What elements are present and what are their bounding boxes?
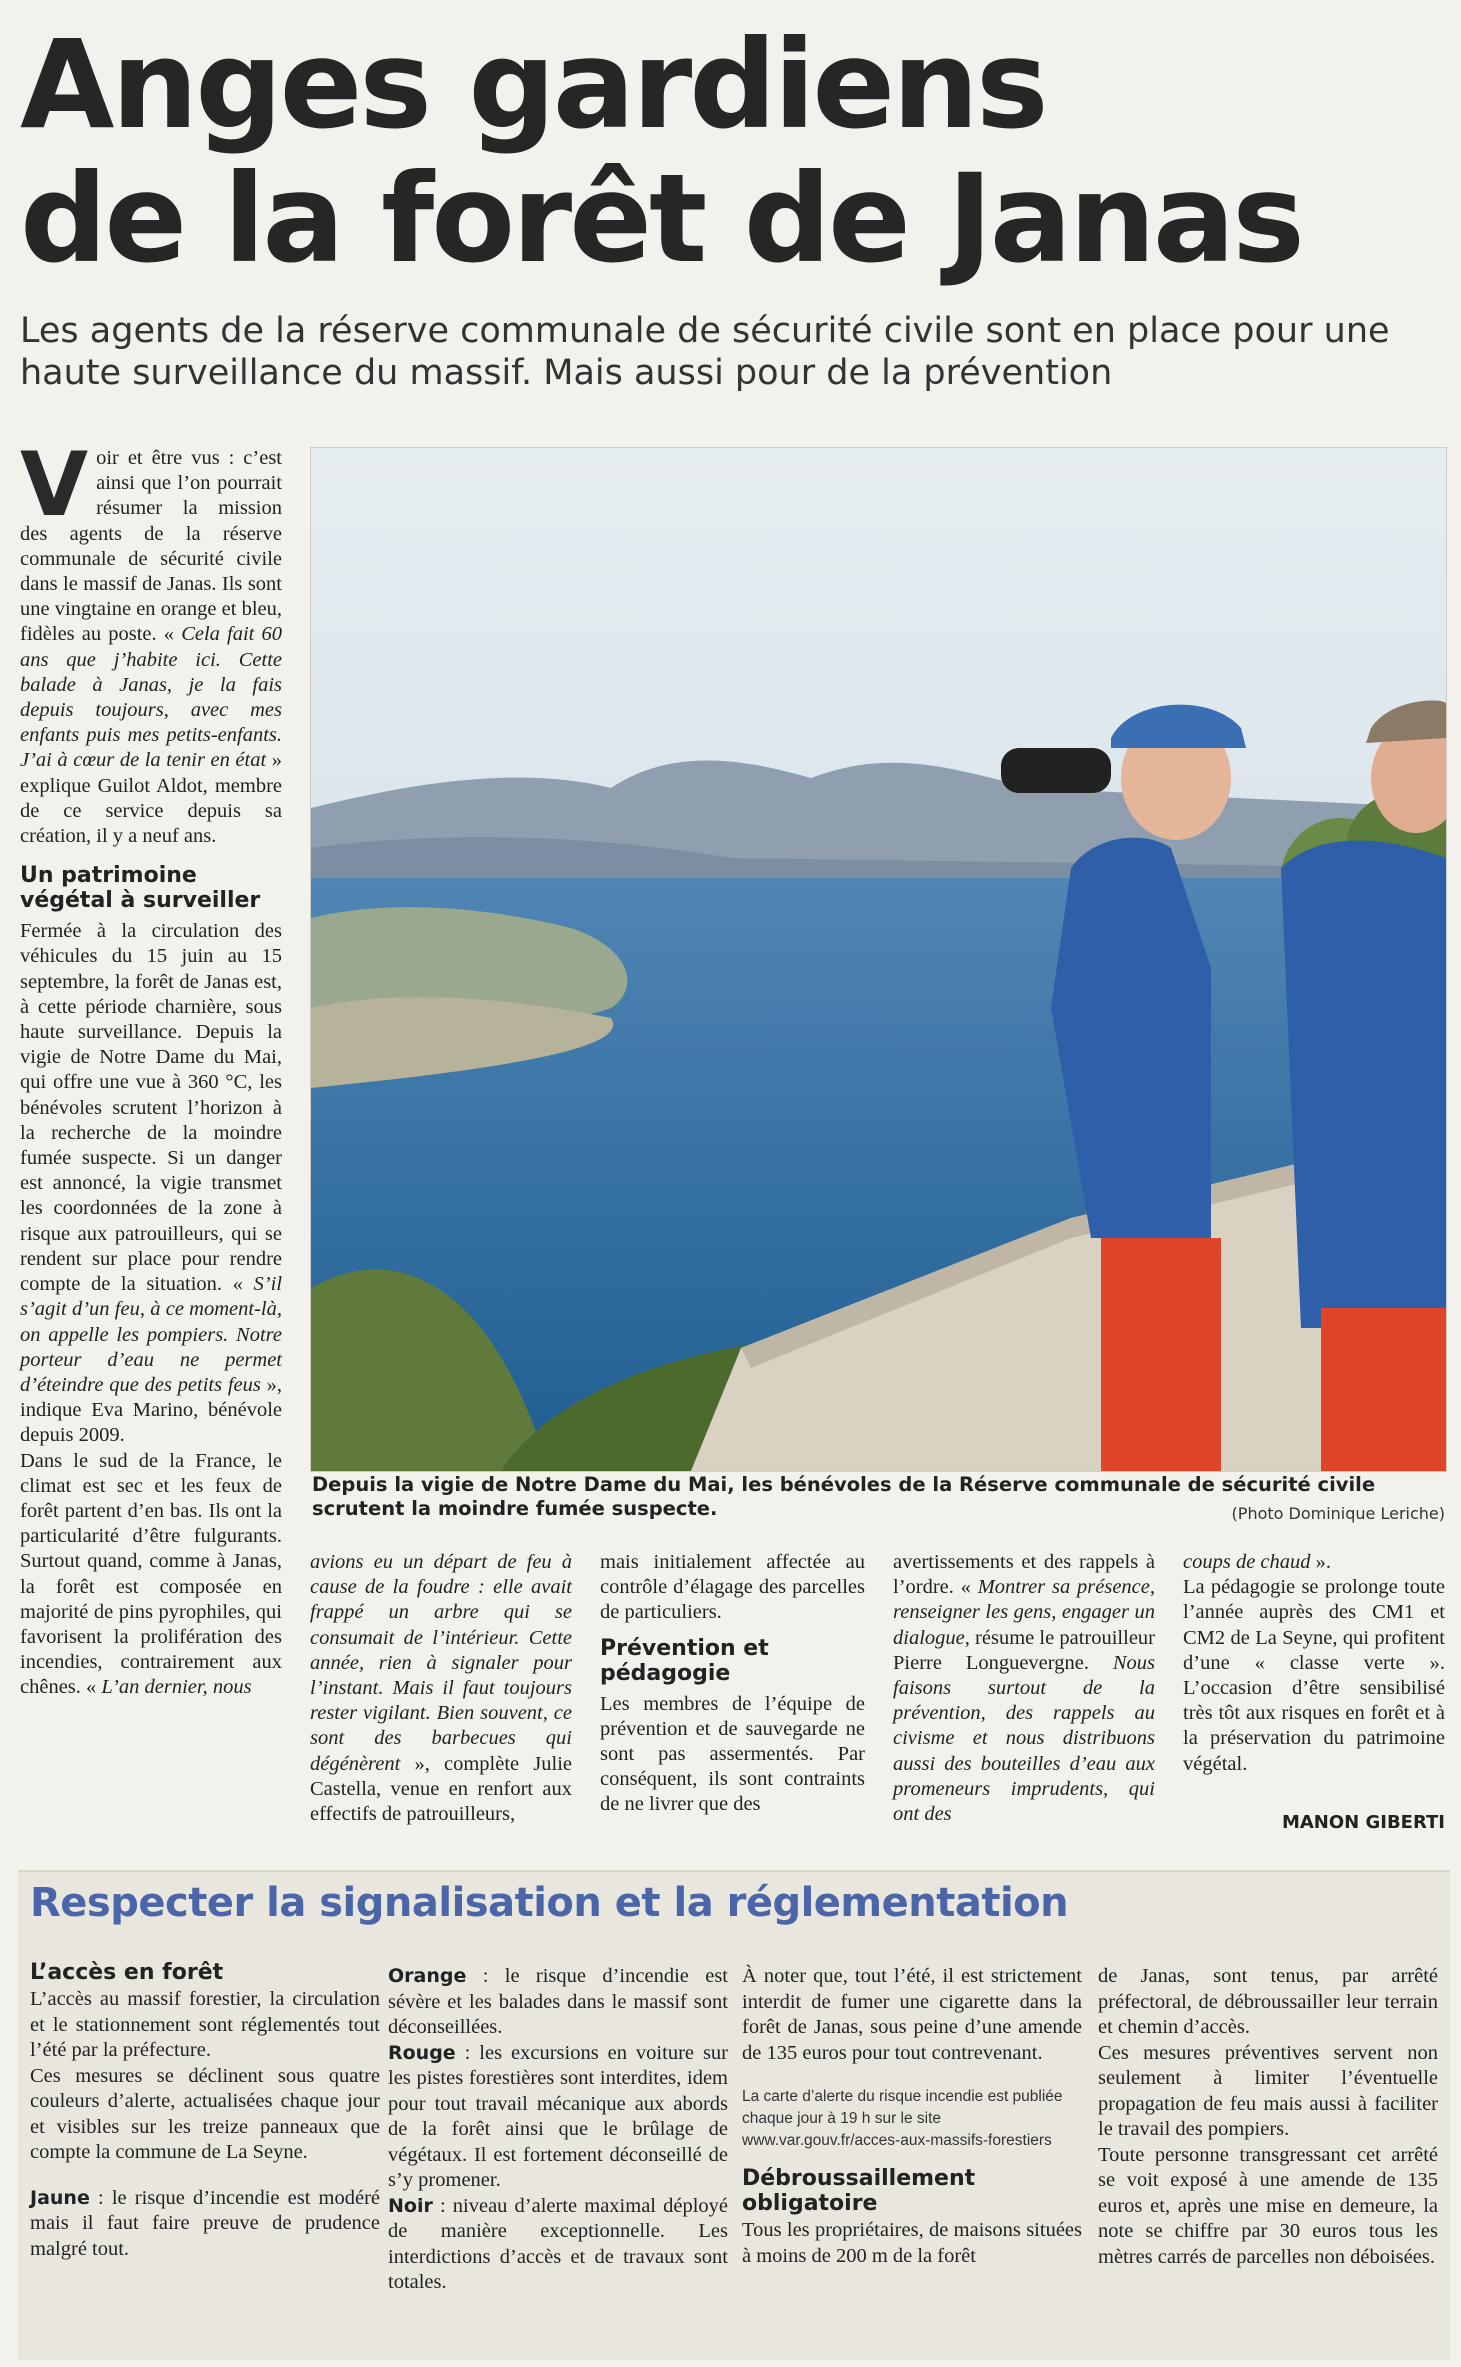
- quote: S’il s’agit d’un feu, à ce moment-là, on appelle les pompiers. Notre porteur d’eau ne permet d’éteindre que des petits feus: [20, 1273, 283, 1396]
- paragraph: avions eu un départ de feu à cause de la foudre : elle avait frappé un arbre qui se consumait de l’intérieur. Cette année, rien à signaler pour l’instant. Mais il faut toujours rester vigilant. Bien souvent, ce sont des barbecues qui dégénèrent », complète Julie Castella, venue en renfort aux effectifs de patrouilleurs,: [310, 1551, 572, 1826]
- paragraph: L’accès au massif forestier, la circulation et le stationnement sont réglementés tout l’été par la préfecture.: [30, 1988, 380, 2061]
- paragraph: Les membres de l’équipe de prévention et de sauvegarde ne sont pas assermentés. Par conséquent, ils sont contraints de ne livrer que des: [600, 1692, 865, 1816]
- info-column-2: [388, 1964, 728, 2296]
- info-box-title: Respecter la signalisation et la réglementation: [30, 1880, 1069, 1926]
- quote: Nous faisons surtout de la prévention, des rappels au civisme et nous distribuons aussi des bouteilles d’eau aux promeneurs imprudents, qui ont des: [893, 1651, 1155, 1826]
- info-box: [18, 1870, 1450, 2360]
- article-column-1: [20, 433, 283, 1701]
- section-title: Un patrimoine végétal à surveiller: [20, 863, 261, 914]
- headline: [20, 14, 1420, 290]
- alert-level-orange: Orange : le risque d’incendie est sévère et les balades dans le massif sont déconseillées.: [388, 1965, 728, 2038]
- article-column-5: [1183, 1550, 1445, 1777]
- paragraph: Ces mesures se déclinent sous quatre couleurs d’alerte, actualisées chaque jour et visibles sur les treize panneaux que compte la commune de La Seyne.: [30, 2064, 380, 2163]
- article-column-4: [893, 1550, 1155, 1827]
- quote: Cela fait 60 ans que j’habite ici. Cette balade à Janas, je la fais depuis toujours, avec mes enfants puis mes petits-enfants. J’ai à cœur de la tenir en état: [20, 623, 283, 772]
- paragraph: Fermée à la circulation des véhicules du 15 juin au 15 septembre, la forêt de Janas est, à cette période charnière, sous haute surveillance. Depuis la vigie de Notre Dame du Mai, qui offre une vue à 360 °C, les bénévoles scrutent l’horizon à la recherche de la moindre fumée suspecte. Si un danger est annoncé, la vigie transmet les coordonnées de la zone à risque aux patrouilleurs, qui se rendent sur place pour rendre compte de la situation. « S’il s’agit d’un feu, à ce moment-là, on appelle les pompiers. Notre porteur d’eau ne permet d’éteindre que des petits feus », indique Eva Marino, bénévole depuis 2009.: [20, 920, 283, 1447]
- paragraph: Toute personne transgressant cet arrêté se voit exposé à une amende de 135 euros et, après une mise en demeure, la note se chiffre par 30 euros tous les mètres carrés de parcelles non déboisées.: [1098, 2143, 1438, 2268]
- quote: avions eu un départ de feu à cause de la foudre : elle avait frappé un arbre qui se consumait de l’intérieur. Cette année, rien à signaler pour l’instant. Mais il faut toujours rester vigilant. Bien souvent, ce sont des barbecues qui dégénèrent: [310, 1551, 572, 1775]
- info-note: La carte d’alerte du risque incendie est publiée chaque jour à 19 h sur le site www.var.gouv.fr/acces-aux-massifs-forestiers: [742, 2088, 1063, 2149]
- paragraph: mais initialement affectée au contrôle d’élagage des parcelles de particuliers.: [600, 1551, 865, 1624]
- paragraph: avertissements et des rappels à l’ordre. « Montrer sa présence, renseigner les gens, engager un dialogue, résume le patrouilleur Pierre Longuevergne. Nous faisons surtout de la prévention, des rappels au civisme et nous distribuons aussi des bouteilles d’eau aux promeneurs imprudents, qui ont des: [893, 1551, 1155, 1826]
- dropcap: V: [20, 433, 89, 536]
- info-column-3: [742, 1964, 1082, 2269]
- alert-label: Jaune: [30, 2186, 90, 2209]
- article-column-2: [310, 1550, 572, 1827]
- headline-line-1: Anges gardiens: [20, 14, 1046, 156]
- photo-credit: (Photo Dominique Leriche): [1231, 1504, 1445, 1523]
- photo-caption: Depuis la vigie de Notre Dame du Mai, les bénévoles de la Réserve communale de sécurité civile scrutent la moindre fumée suspecte.: [312, 1473, 1376, 1520]
- alert-level-rouge: Rouge : les excursions en voiture sur les pistes forestières sont interdites, idem pour tout travail mécanique aux abords de la forêt ainsi que le brûlage de végétaux. Il est fortement déconseillé de s’y promener.: [388, 2041, 728, 2191]
- alert-label: Noir: [388, 2194, 433, 2217]
- paragraph: À noter que, tout l’été, il est strictement interdit de fumer une cigarette dans la forêt de Janas, sous peine d’une amende de 135 euros pour tout contrevenant.: [742, 1965, 1082, 2064]
- paragraph: Tous les propriétaires, de maisons situées à moins de 200 m de la forêt: [742, 2219, 1082, 2267]
- paragraph-intro: Voir et être vus : c’est ainsi que l’on pourrait résumer la mission des agents de la réserve communale de sécurité civile dans le massif de Janas. Ils sont une vingtaine en orange et bleu, fidèles au poste. « Cela fait 60 ans que j’habite ici. Cette balade à Janas, je la fais depuis toujours, avec mes enfants puis mes petits-enfants. J’ai à cœur de la tenir en état » explique Guilot Aldot, membre de ce service depuis sa création, il y a neuf ans.: [20, 433, 283, 848]
- info-section-title: L’accès en forêt: [30, 1960, 224, 1985]
- quote: Montrer sa présence, renseigner les gens, engager un dialogue,: [893, 1576, 1155, 1649]
- info-column-1: [30, 1960, 380, 2262]
- alert-level-jaune: Jaune : le risque d’incendie est modéré mais il faut faire preuve de prudence malgré tout.: [30, 2186, 380, 2260]
- photo-illustration: [311, 448, 1446, 1471]
- subheadline: Les agents de la réserve communale de sécurité civile sont en place pour une haute surveillance du massif. Mais aussi pour de la prévention: [20, 311, 1390, 393]
- paragraph: Dans le sud de la France, le climat est sec et les feux de forêt partent d’en bas. Ils ont la particularité d’être fulgurants. Surtout quand, comme à Janas, la forêt est composée en majorité de pins pyrophiles, qui favorisent la prolifération des incendies, contrairement aux chênes. « L’an dernier, nous: [20, 1449, 282, 1699]
- paragraph: coups de chaud ».: [1183, 1551, 1332, 1573]
- quote: L’an dernier, nous: [101, 1676, 252, 1699]
- alert-label: Orange: [388, 1965, 467, 1987]
- info-column-4: [1098, 1964, 1438, 2270]
- paragraph: Ces mesures préventives servent non seulement à limiter l’éventuelle propagation de feu mais aussi à faciliter le travail des pompiers.: [1098, 2041, 1438, 2140]
- alert-level-noir: Noir : niveau d’alerte maximal déployé de manière exceptionnelle. Les interdictions d’accès et de travaux sont totales.: [388, 2194, 728, 2293]
- quote: coups de chaud: [1183, 1551, 1311, 1573]
- headline-line-2: de la forêt de Janas: [20, 148, 1302, 290]
- article-photo: [310, 447, 1447, 1472]
- byline: MANON GIBERTI: [1281, 1812, 1445, 1833]
- section-title: Prévention et pédagogie: [600, 1635, 769, 1686]
- info-section-title: Débroussaillement obligatoire: [742, 2166, 976, 2216]
- paragraph: La pédagogie se prolonge toute l’année auprès des CM1 et CM2 de La Seyne, qui profitent d’une « classe verte ». L’occasion d’être sensibilisé très tôt aux risques en forêt et à la préservation du patrimoine végétal.: [1183, 1576, 1445, 1775]
- article-column-3: [600, 1550, 865, 1818]
- alert-label: Rouge: [388, 2041, 456, 2064]
- paragraph: de Janas, sont tenus, par arrêté préfectoral, de débroussailler leur terrain et chemin d’accès.: [1098, 1965, 1438, 2038]
